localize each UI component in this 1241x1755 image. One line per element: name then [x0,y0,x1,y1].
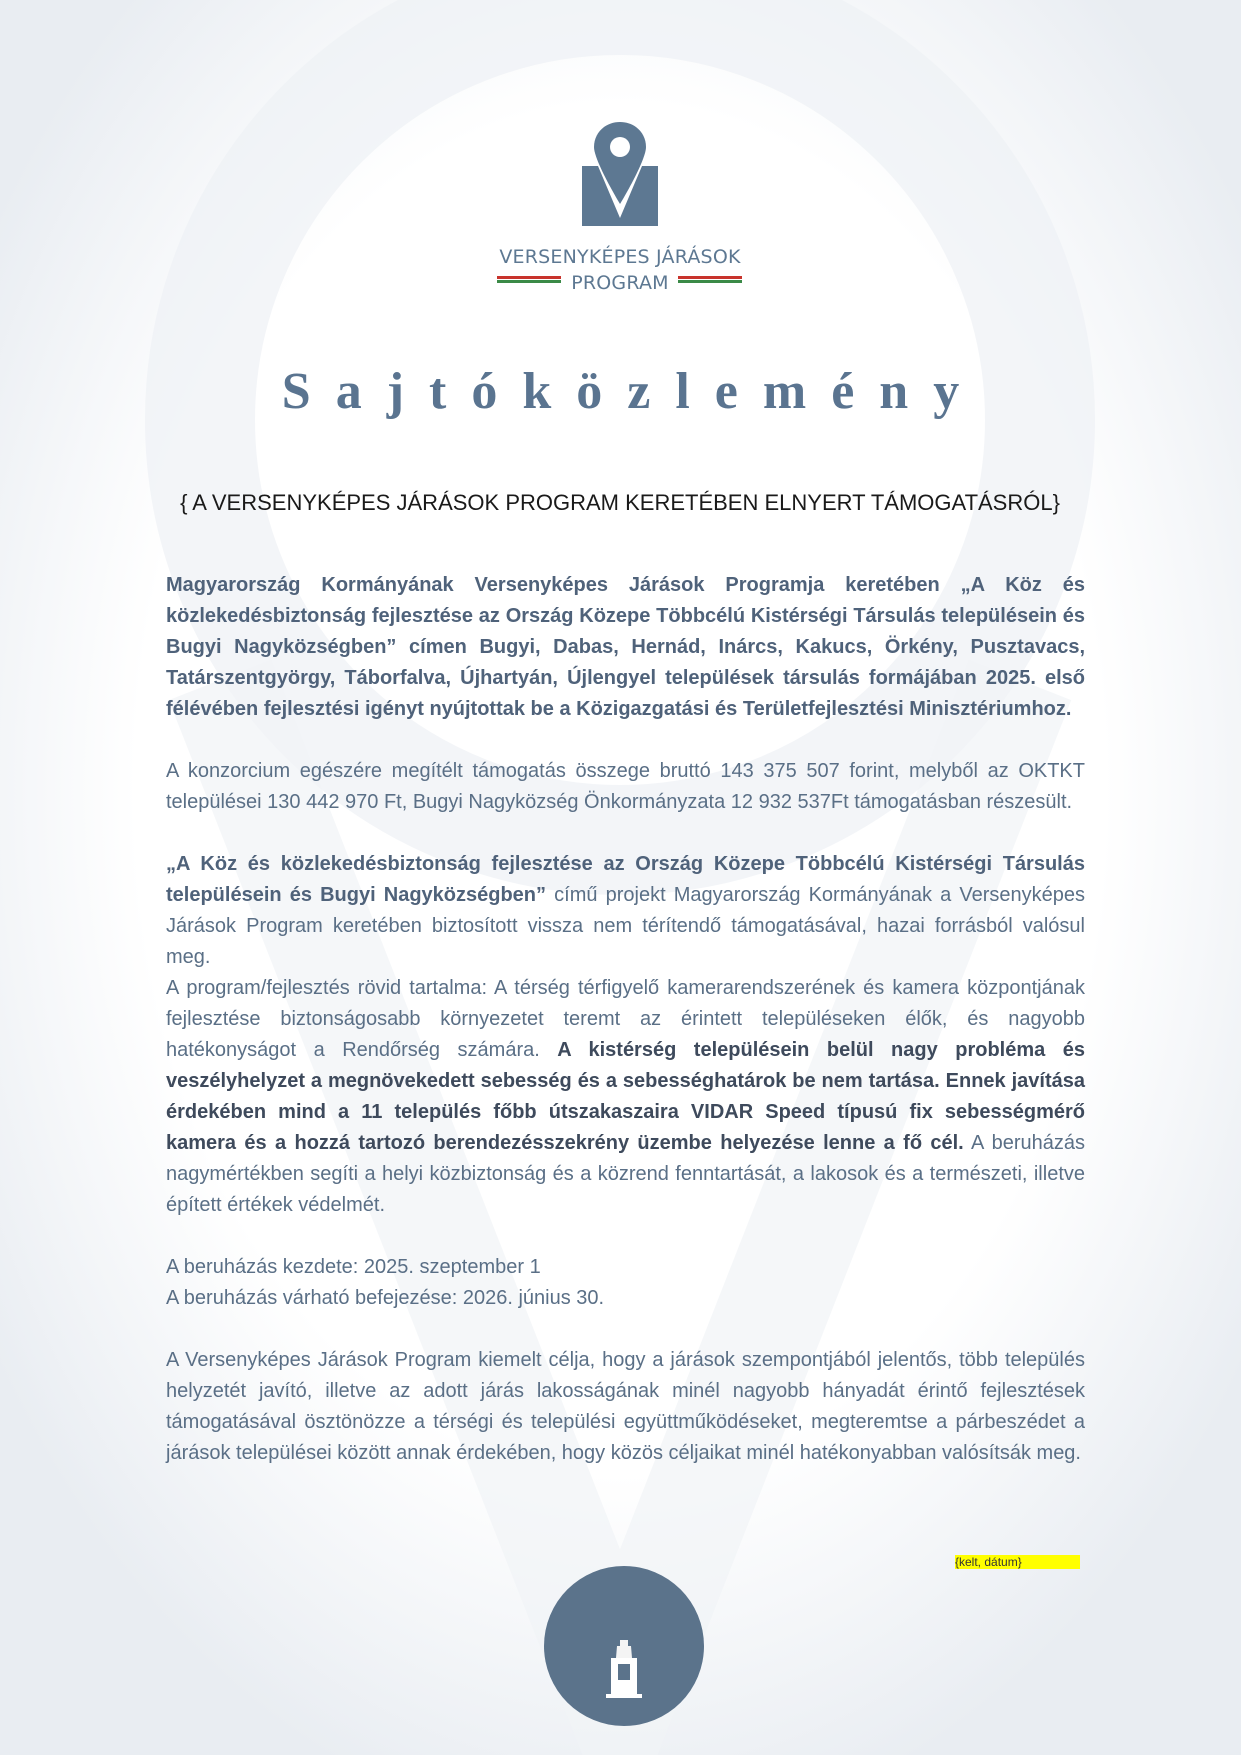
content-highlight: A kistérség településein belül nagy probléma és veszélyhelyzet a megnövekedett sebesség és a sebességhatárok be nem tartása. Ennek javítása érdekében mind a 11 település főbb útszakaszaira VIDAR Speed típusú fix sebességmérő kamera és a hozzá tartozó berendezésszekrény üzembe helyezése lenne a fő cél. [166,1039,1085,1154]
project-title: „A Köz és közlekedésbiztonság fejlesztése az Ország Közepe Többcélú Kistérségi Társulás településein és Bugyi Nagyközségben” [166,853,1085,906]
project-description: című projekt Magyarország Kormányának a Versenyképes Járások Program keretében biztosított vissza nem térítendő támogatásával, hazai forrásból valósul meg. [166,884,1085,968]
content-outro: A beruházás nagymértékben segíti a helyi közbiztonság és a közrend fenntartását, a lakosok és a természeti, illetve épített értékek védelmét. [166,1132,1085,1216]
date-placeholder: {kelt, dátum} [955,1555,1080,1569]
logo-line-1: VERSENYKÉPES JÁRÁSOK [499,246,741,268]
project-paragraph [166,849,1085,973]
subtitle: { A VERSENYKÉPES JÁRÁSOK PROGRAM KERETÉBEN ELNYERT TÁMOGATÁSRÓL} [180,490,1060,515]
logo-line-2: PROGRAM [571,272,669,294]
logo-wordmark [480,244,760,296]
start-date: A beruházás kezdete: 2025. szeptember 1 [166,1256,541,1278]
flag-stripe-right [678,276,742,286]
funding-paragraph: A konzorcium egészére megítélt támogatás összege bruttó 143 375 507 forint, melyből az OKTKT települései 130 442 970 Ft, Bugyi Nagyközség Önkormányzata 12 932 537Ft támogatásban részesült. [166,760,1085,813]
end-date: A beruházás várható befejezése: 2026. június 30. [166,1287,605,1309]
monument-icon [544,1566,704,1726]
bottom-seal [544,1566,704,1726]
location-pin-logo-icon [582,122,658,226]
page-title: Sajtóközlemény [281,363,985,420]
content-paragraph [166,973,1085,1221]
content-intro: A program/fejlesztés rövid tartalma: A térség térfigyelő kamerarendszerének és kamera központjának fejlesztése biztonságosabb környezetet teremt az érintett településeken élők, és nagyobb hatékonyságot a Rendőrség számára. [166,977,1085,1061]
intro-paragraph: Magyarország Kormányának Versenyképes Járások Programja keretében „A Köz és közlekedésbiztonság fejlesztése az Ország Közepe Többcélú Kistérségi Társulás településein és Bugyi Nagyközségben” címen Bugyi, Dabas, Hernád, Inárcs, Kakucs, Örkény, Pusztavacs, Tatárszentgyörgy, Táborfalva, Újhartyán, Újlengyel települések társulás formájában 2025. első félévében fejlesztési igényt nyújtottak be a Közigazgatási és Területfejlesztési Minisztériumhoz. [166,574,1085,720]
program-paragraph: A Versenyképes Járások Program kiemelt célja, hogy a járások szempontjából jelentős, több település helyzetét javító, illetve az adott járás lakosságának minél nagyobb hányadát érintő fejlesztések támogatásával ösztönözze a térségi és települési együttműködéseket, megteremtse a párbeszédet a járások települései között annak érdekében, hogy közös céljaikat minél hatékonyabban valósítsák meg. [166,1349,1085,1464]
body-text [166,570,1085,1469]
flag-stripe-left [497,276,561,286]
